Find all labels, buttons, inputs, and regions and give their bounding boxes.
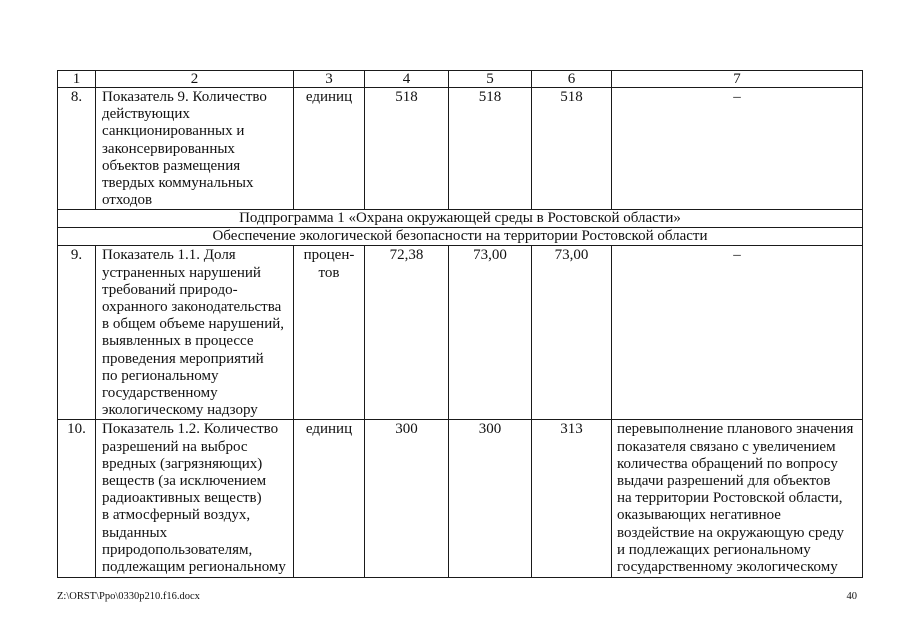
table-row xyxy=(58,88,863,210)
subprogram-heading: Подпрограмма 1 «Охрана окружающей среды в Ростовской области» xyxy=(58,210,863,228)
row-number-cell: 10. xyxy=(58,420,96,578)
column-number-6: 6 xyxy=(532,71,612,88)
column-7-cell: – xyxy=(612,246,863,420)
table-row xyxy=(58,246,863,420)
column-number-2: 2 xyxy=(96,71,294,88)
section-heading: Обеспечение экологической безопасности на территории Ростовской области xyxy=(58,228,863,246)
column-4-cell: 72,38 xyxy=(365,246,449,420)
column-5-cell: 300 xyxy=(449,420,532,578)
indicator-cell: Показатель 9. Количество действующих санкционированных и законсервированных объектов размещения твердых коммунальных отходов xyxy=(96,88,294,210)
page-footer xyxy=(57,590,857,604)
column-7-cell: – xyxy=(612,88,863,210)
column-number-3: 3 xyxy=(294,71,365,88)
column-number-7: 7 xyxy=(612,71,863,88)
column-6-cell: 73,00 xyxy=(532,246,612,420)
column-6-cell: 313 xyxy=(532,420,612,578)
column-5-cell: 73,00 xyxy=(449,246,532,420)
page-number: 40 xyxy=(846,591,857,602)
unit-cell: единиц xyxy=(294,420,365,578)
table-row xyxy=(58,420,863,578)
column-number-header-row xyxy=(58,71,863,88)
subprogram-heading-row xyxy=(58,210,863,228)
column-6-cell: 518 xyxy=(532,88,612,210)
row-number-cell: 8. xyxy=(58,88,96,210)
column-4-cell: 300 xyxy=(365,420,449,578)
section-heading-row xyxy=(58,228,863,246)
unit-cell: процен- тов xyxy=(294,246,365,420)
indicator-cell: Показатель 1.2. Количество разрешений на выброс вредных (загрязняющих) веществ (за исключением радиоактивных веществ) в атмосферный воздух, выданных природопользователям, подлежащим региональному xyxy=(96,420,294,578)
unit-cell: единиц xyxy=(294,88,365,210)
column-4-cell: 518 xyxy=(365,88,449,210)
indicators-table xyxy=(57,70,863,578)
column-number-4: 4 xyxy=(365,71,449,88)
column-number-1: 1 xyxy=(58,71,96,88)
file-path: Z:\ORST\Ppo\0330p210.f16.docx xyxy=(57,591,200,602)
column-number-5: 5 xyxy=(449,71,532,88)
row-number-cell: 9. xyxy=(58,246,96,420)
indicator-cell: Показатель 1.1. Доля устраненных нарушений требований природо- охранного законодательства в общем объеме нарушений, выявленных в процессе проведения мероприятий по региональному государственному экологическому надзору xyxy=(96,246,294,420)
column-5-cell: 518 xyxy=(449,88,532,210)
column-7-cell: перевыполнение планового значения показателя связано с увеличением количества обращений по вопросу выдачи разрешений для объектов на территории Ростовской области, оказывающих негативное воздействие на окружающую среду и подлежащих региональному государственному экологическому xyxy=(612,420,863,578)
